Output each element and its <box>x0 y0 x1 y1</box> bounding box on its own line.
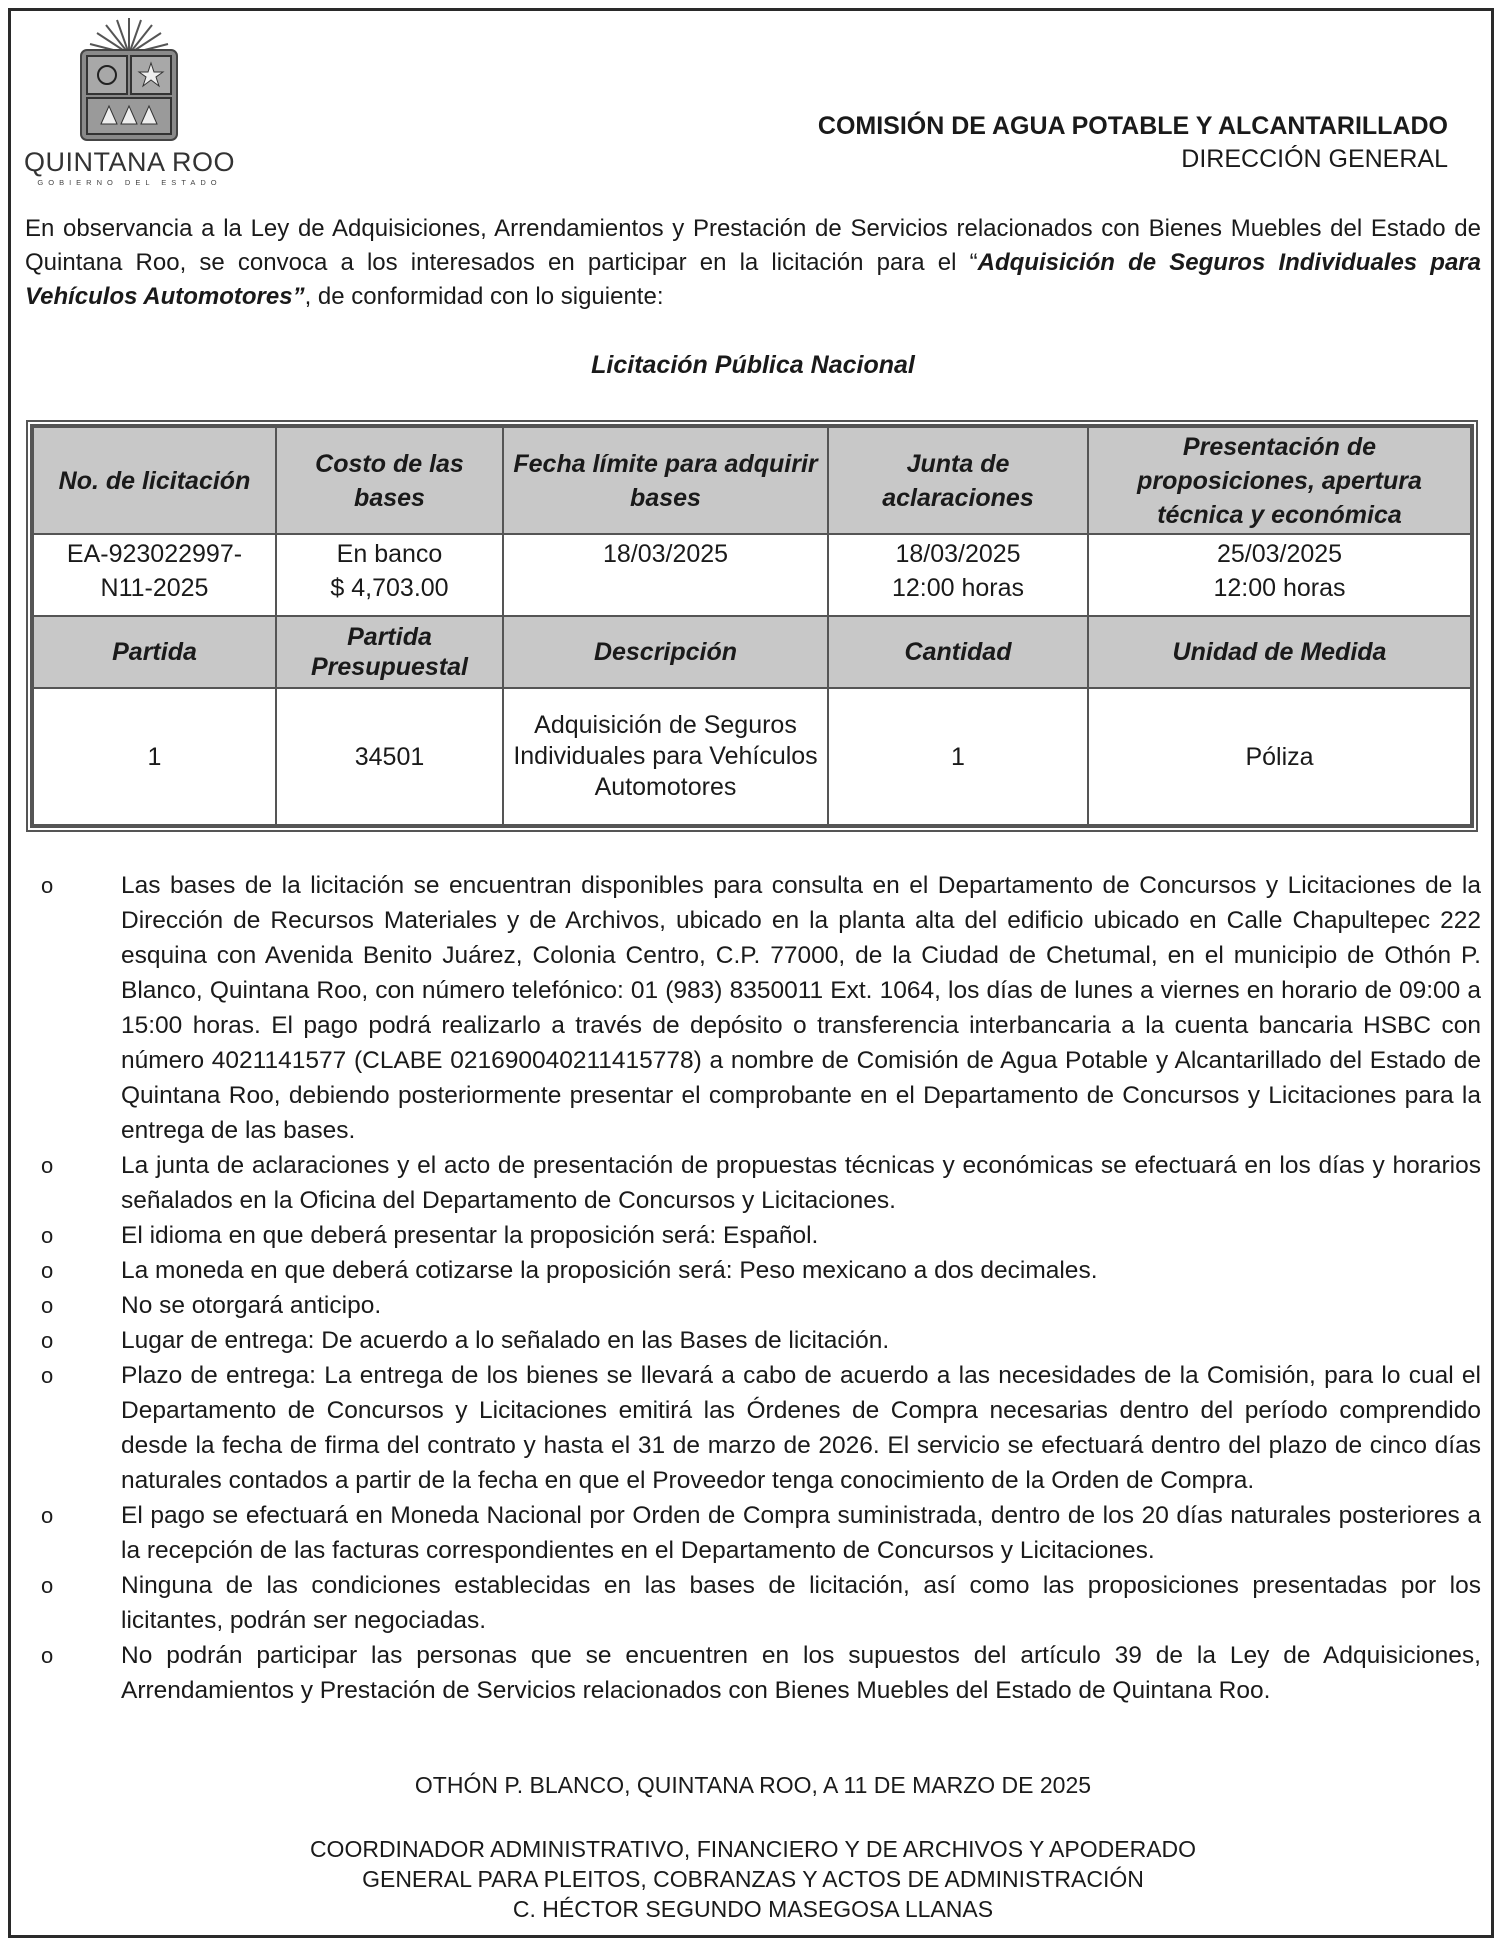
header-costo: Costo de las bases <box>276 427 503 534</box>
cell-presentacion: 25/03/2025 12:00 horas <box>1088 534 1471 616</box>
header-partida: Partida <box>33 616 276 688</box>
bullet-icon: o <box>41 1293 54 1318</box>
tender-type-title: Licitación Pública Nacional <box>591 351 915 379</box>
bullet-icon: o <box>41 1223 54 1248</box>
cell-descripcion: Adquisición de Seguros Individuales para Vehículos Automotores <box>503 688 828 825</box>
intro-paragraph: En observancia a la Ley de Adquisiciones, Arrendamientos y Prestación de Servicios relacionados con Bienes Muebles del Estado de Quintana Roo, se convoca a los interesados en participar en la licitación para el “Adquisición de Seguros Individuales para Vehículos Automotores”, de conformidad con lo siguiente: <box>25 215 1481 310</box>
list-item: o La moneda en que deberá cotizarse la proposición será: Peso mexicano a dos decimales. <box>25 1253 1481 1288</box>
table-header-row <box>33 427 1471 534</box>
list-item: o No se otorgará anticipo. <box>25 1288 1481 1323</box>
state-logo <box>22 14 237 194</box>
signer-title-line2: GENERAL PARA PLEITOS, COBRANZAS Y ACTOS DE ADMINISTRACIÓN <box>362 1866 1144 1892</box>
list-item: o Lugar de entrega: De acuerdo a lo señalado en las Bases de licitación. <box>25 1323 1481 1358</box>
place-date: OTHÓN P. BLANCO, QUINTANA ROO, A 11 DE MARZO DE 2025 <box>414 1772 1092 1798</box>
bullet-icon: o <box>41 1258 54 1283</box>
bullet-icon: o <box>41 1573 54 1598</box>
organization-name: COMISIÓN DE AGUA POTABLE Y ALCANTARILLADO <box>817 112 1448 140</box>
header-numero: No. de licitación <box>33 427 276 534</box>
list-item: o Las bases de la licitación se encuentran disponibles para consulta en el Departamento de Concursos y Licitaciones de la Dirección de Recursos Materiales y de Archivos, ubicado en la planta alta del edificio ubicado en Calle Chapultepec 222 esquina con Avenida Benito Juárez, Colonia Centro, C.P. 77000, de la Ciudad de Chetumal, en el municipio de Othón P. Blanco, Quintana Roo, con número telefónico: 01 (983) 8350011 Ext. 1064, los días de lunes a viernes en horario de 09:00 a 15:00 horas. El pago podrá realizarlo a través de depósito o transferencia interbancaria a la cuenta bancaria HSBC con número 4021141577 (CLABE 021690040211415778) a nombre de Comisión de Agua Potable y Alcantarillado del Estado de Quintana Roo, debiendo posteriormente presentar el comprobante en el Departamento de Concursos y Licitaciones para la entrega de las bases. <box>25 868 1481 1148</box>
cell-partida: 1 <box>33 688 276 825</box>
signer-name: C. HÉCTOR SEGUNDO MASEGOSA LLANAS <box>512 1896 994 1922</box>
cell-unidad: Póliza <box>1088 688 1471 825</box>
bullet-icon: o <box>41 1503 54 1528</box>
bullet-icon: o <box>41 1363 54 1388</box>
cell-junta: 18/03/2025 12:00 horas <box>828 534 1088 616</box>
bullet-icon: o <box>41 873 54 898</box>
header-fecha-limite: Fecha límite para adquirir bases <box>503 427 828 534</box>
document-header <box>818 112 1448 174</box>
coat-of-arms-icon <box>77 14 181 142</box>
signer-title-line1: COORDINADOR ADMINISTRATIVO, FINANCIERO Y DE ARCHIVOS Y APODERADO <box>309 1836 1197 1862</box>
header-presupuestal: Partida Presupuestal <box>276 616 503 688</box>
list-item: o La junta de aclaraciones y el acto de presentación de propuestas técnicas y económicas se efectuará en los días y horarios señalados en la Oficina del Departamento de Concursos y Licitaciones. <box>25 1148 1481 1218</box>
tender-subject: Adquisición de Seguros Individuales para Vehículos Automotores” <box>25 249 1481 310</box>
department-name: DIRECCIÓN GENERAL <box>1181 145 1448 173</box>
table-row <box>33 534 1471 616</box>
bullet-icon: o <box>41 1153 54 1178</box>
bullet-icon: o <box>41 1643 54 1668</box>
list-item: o Plazo de entrega: La entrega de los bienes se llevará a cabo de acuerdo a las necesidades de la Comisión, para lo cual el Departamento de Concursos y Licitaciones emitirá las Órdenes de Compra necesarias dentro del período comprendido desde la fecha de firma del contrato y hasta el 31 de marzo de 2026. El servicio se efectuará dentro del plazo de cinco días naturales contados a partir de la fecha en que el Proveedor tenga conocimiento de la Orden de Compra. <box>25 1358 1481 1498</box>
list-item: o El idioma en que deberá presentar la proposición será: Español. <box>25 1218 1481 1253</box>
list-item: o El pago se efectuará en Moneda Nacional por Orden de Compra suministrada, dentro de los 20 días naturales posteriores a la recepción de las facturas correspondientes en el Departamento de Concursos y Licitaciones. <box>25 1498 1481 1568</box>
cell-cantidad: 1 <box>828 688 1088 825</box>
table-header-row <box>33 616 1471 688</box>
list-item: o No podrán participar las personas que se encuentren en los supuestos del artículo 39 de la Ley de Adquisiciones, Arrendamientos y Prestación de Servicios relacionados con Bienes Muebles del Estado de Quintana Roo. <box>25 1638 1481 1708</box>
cell-costo: En banco $ 4,703.00 <box>276 534 503 616</box>
logo-state-name: QUINTANA ROO <box>23 147 236 177</box>
cell-numero: EA-923022997- N11-2025 <box>33 534 276 616</box>
header-junta: Junta de aclaraciones <box>828 427 1088 534</box>
header-unidad: Unidad de Medida <box>1088 616 1471 688</box>
table-row <box>33 688 1471 825</box>
logo-government-text: GOBIERNO DEL ESTADO <box>37 178 222 187</box>
tender-table <box>26 420 1478 832</box>
header-descripcion: Descripción <box>503 616 828 688</box>
conditions-list <box>25 868 1481 1708</box>
cell-presupuestal: 34501 <box>276 688 503 825</box>
list-item: o Ninguna de las condiciones establecidas en las bases de licitación, así como las proposiciones presentadas por los licitantes, podrán ser negociadas. <box>25 1568 1481 1638</box>
bullet-icon: o <box>41 1328 54 1353</box>
header-presentacion: Presentación de proposiciones, apertura técnica y económica <box>1088 427 1471 534</box>
header-cantidad: Cantidad <box>828 616 1088 688</box>
cell-fecha-limite: 18/03/2025 <box>503 534 828 616</box>
